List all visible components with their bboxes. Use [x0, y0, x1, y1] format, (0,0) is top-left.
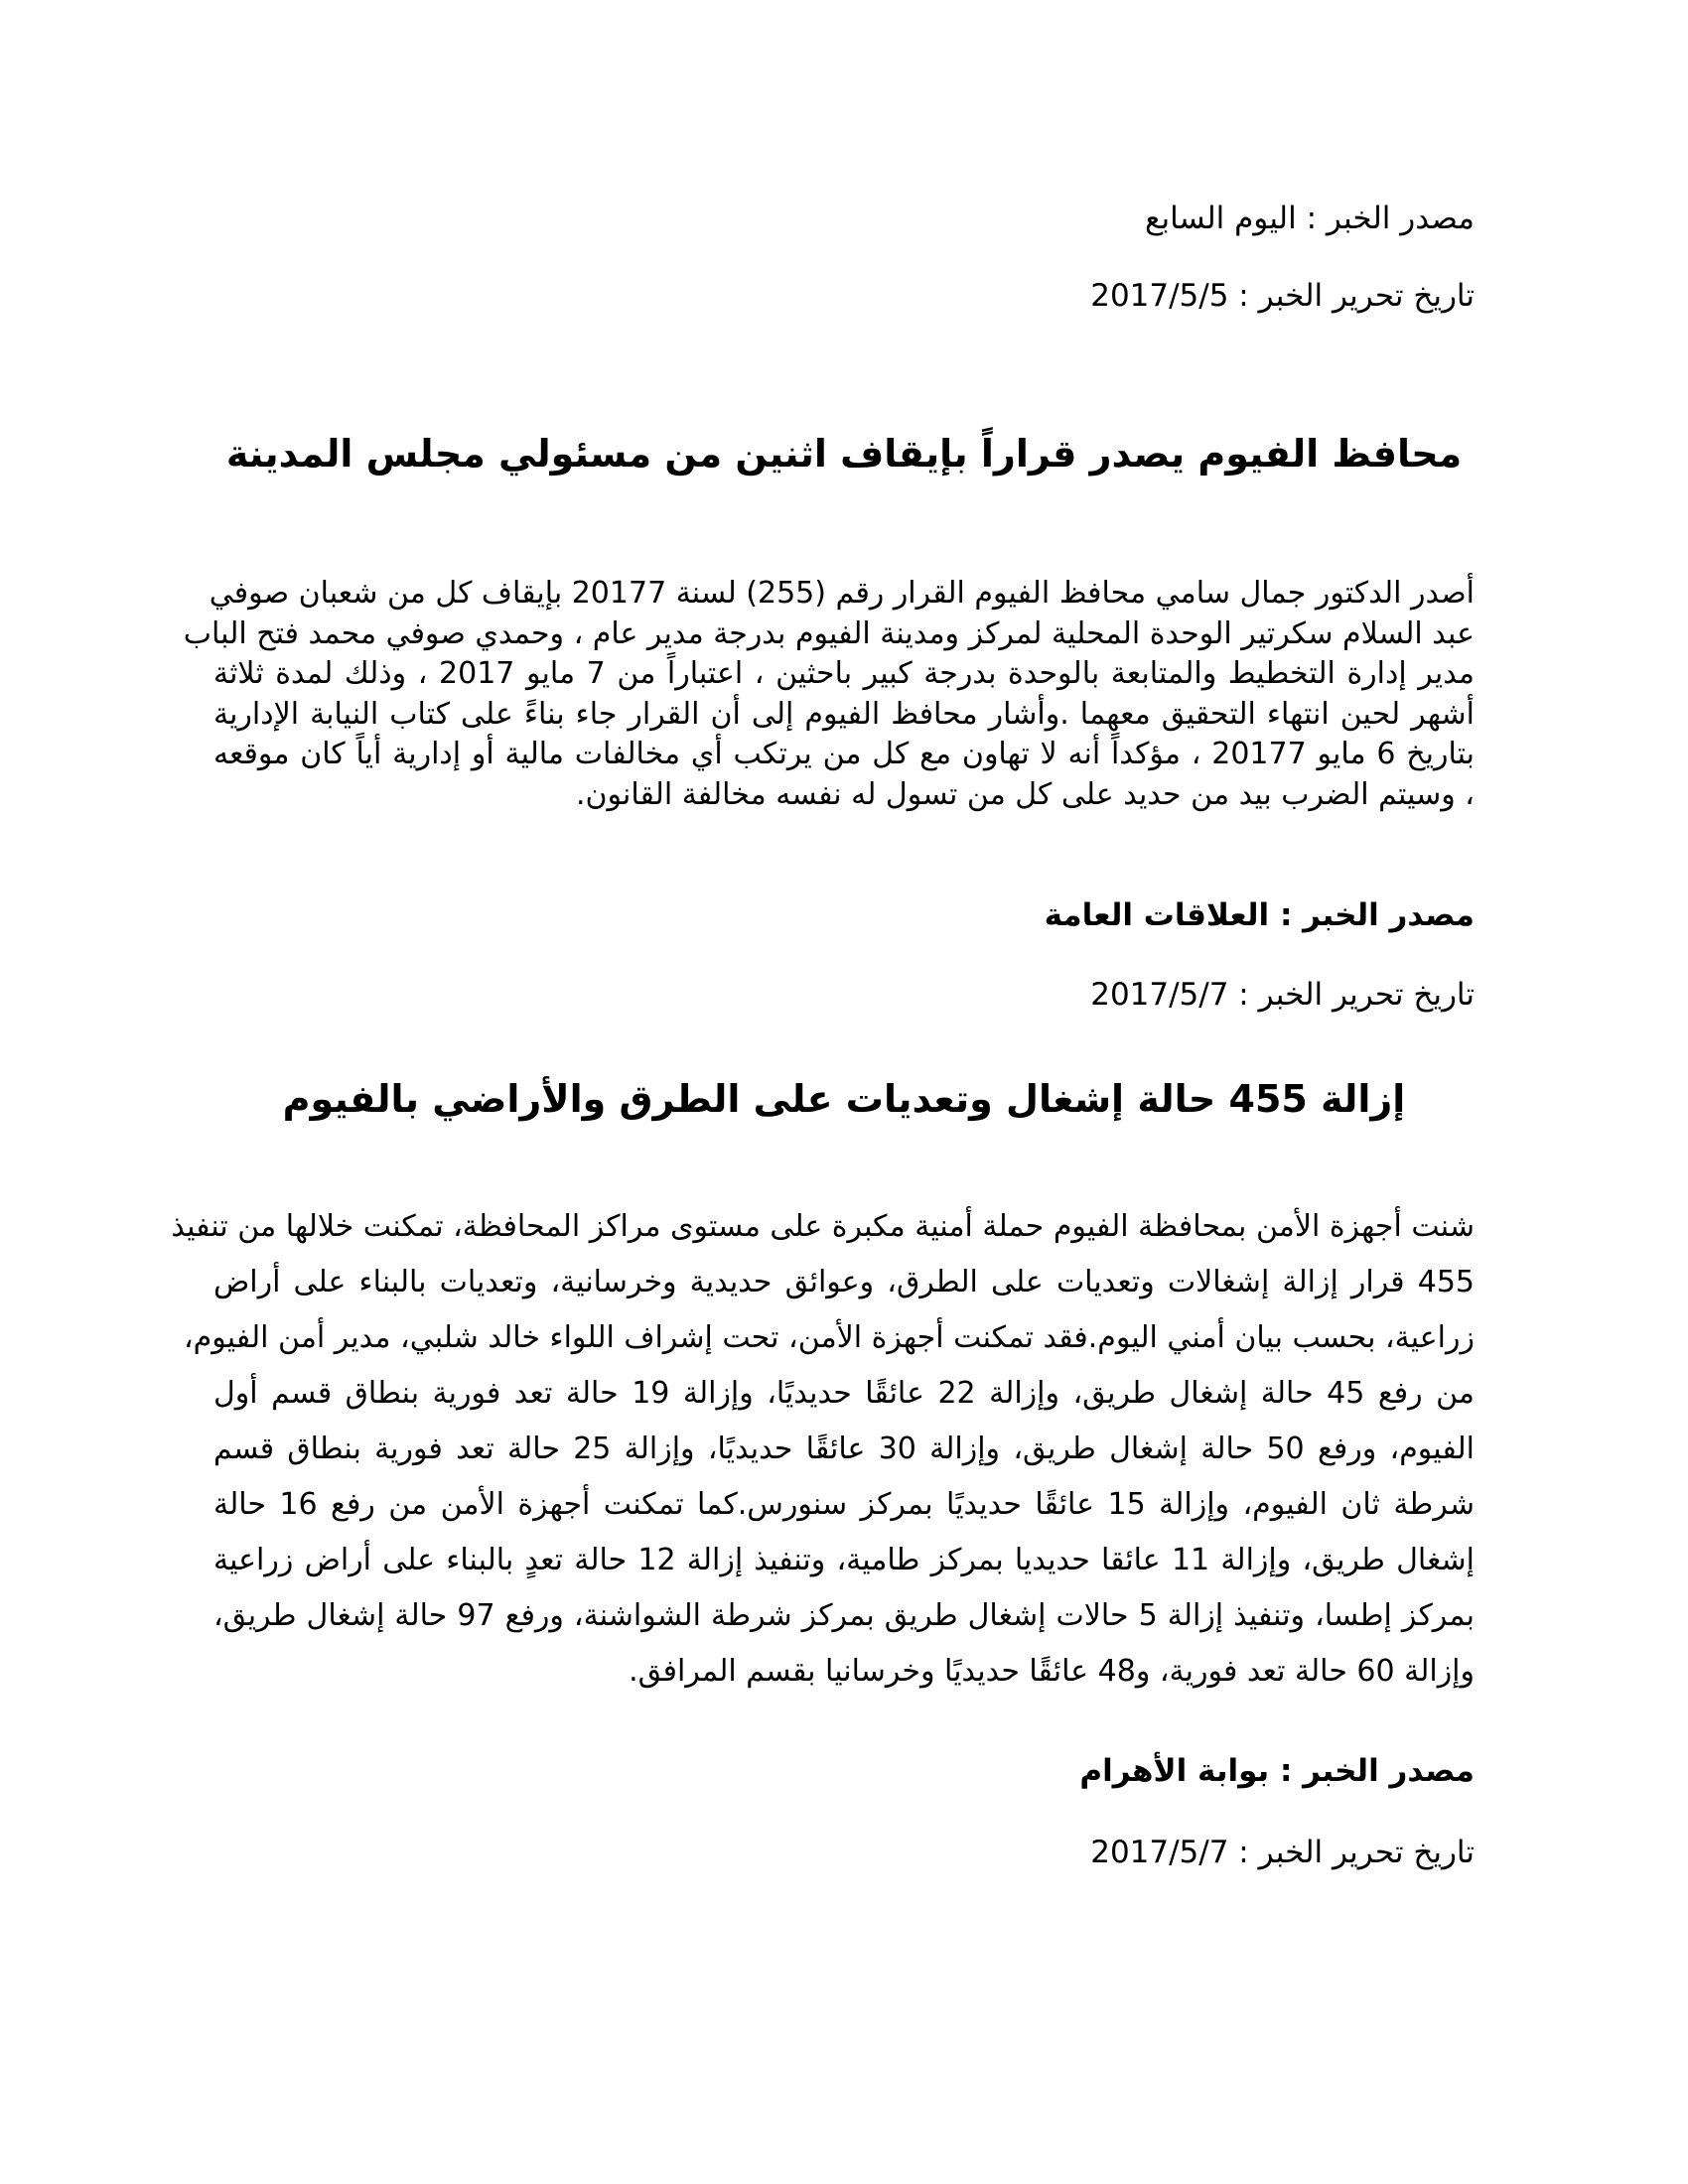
- article-headline: محافظ الفيوم يصدر قراراً بإيقاف اثنين من مسئولي مجلس المدينة: [225, 432, 1463, 476]
- body-line: شنت أجهزة الأمن بمحافظة الفيوم حملة أمنية مكبرة على مستوى مراكز المحافظة، تمكنت خلالها من تنفيذ: [171, 1209, 1475, 1244]
- body-line: أصدر الدكتور جمال سامي محافظ الفيوم القرار رقم (255) لسنة 20177 بإيقاف كل من شعبان صوفي: [209, 576, 1475, 611]
- body-line: عبد السلام سكرتير الوحدة المحلية لمركز ومدينة الفيوم بدرجة مدير عام ، وحمدي صوفي محمد فتح الباب: [183, 615, 1475, 651]
- article-body: [171, 1199, 1476, 1700]
- news-source: مصدر الخبر : العلاقات العامة: [1044, 897, 1475, 933]
- body-line: شرطة ثان الفيوم، وإزالة 15 عائقًا حديديًا بمركز سنورس.كما تمكنت أجهزة الأمن من رفع 16 حالة: [213, 1487, 1475, 1522]
- body-line: بمركز إطسا، وتنفيذ إزالة 5 حالات إشغال طريق بمركز شرطة الشواشنة، ورفع 97 حالة إشغال طريق،: [213, 1598, 1475, 1633]
- body-line: ، وسيتم الضرب بيد من حديد على كل من تسول له نفسه مخالفة القانون.: [575, 776, 1475, 812]
- body-line: وإزالة 60 حالة تعد فورية، و48 عائقًا حديديًا وخرسانيا بقسم المرافق.: [629, 1654, 1475, 1689]
- news-source: مصدر الخبر : اليوم السابع: [1144, 201, 1475, 236]
- body-line: زراعية، بحسب بيان أمني اليوم.فقد تمكنت أجهزة الأمن، تحت إشراف اللواء خالد شلبي، مدير أمن الفيوم،: [183, 1320, 1475, 1355]
- body-line: مدير إدارة التخطيط والمتابعة بالوحدة بدرجة كبير باحثين ، اعتباراً من 7 مايو 2017 ، وذلك لمدة ثلاثة: [213, 656, 1476, 691]
- body-line: أشهر لحين انتهاء التحقيق معهما .وأشار محافظ الفيوم إلى أن القرار جاء بناءً على كتاب النيابة الإدارية: [213, 696, 1475, 732]
- body-line: من رفع 45 حالة إشغال طريق، وإزالة 22 عائقًا حديديًا، وإزالة 19 حالة تعد فورية بنطاق قسم أول: [213, 1376, 1475, 1411]
- body-line: بتاريخ 6 مايو 20177 ، مؤكداً أنه لا تهاون مع كل من يرتكب أي مخالفات مالية أو إدارية أياً كان موقعه: [213, 737, 1475, 771]
- news-source: مصدر الخبر : بوابة الأهرام: [1079, 1753, 1475, 1789]
- news-date: تاريخ تحرير الخبر : 2017/5/7: [1090, 977, 1475, 1013]
- article-body: [183, 574, 1476, 815]
- news-date: تاريخ تحرير الخبر : 2017/5/7: [1090, 1835, 1475, 1870]
- news-date: تاريخ تحرير الخبر : 2017/5/5: [1090, 278, 1475, 314]
- body-line: 455 قرار إزالة إشغالات وتعديات على الطرق، وعوائق حديدية وخرسانية، وتعديات بالبناء على أراض: [213, 1265, 1475, 1299]
- body-line: إشغال طريق، وإزالة 11 عائقا حديديا بمركز طامية، وتنفيذ إزالة 12 حالة تعدٍ بالبناء على أراض زراعية: [213, 1543, 1476, 1577]
- body-line: الفيوم، ورفع 50 حالة إشغال طريق، وإزالة 30 عائقًا حديديًا، وإزالة 25 حالة تعد فورية بنطاق قسم: [213, 1432, 1475, 1466]
- article-headline: إزالة 455 حالة إشغال وتعديات على الطرق والأراضي بالفيوم: [282, 1077, 1406, 1121]
